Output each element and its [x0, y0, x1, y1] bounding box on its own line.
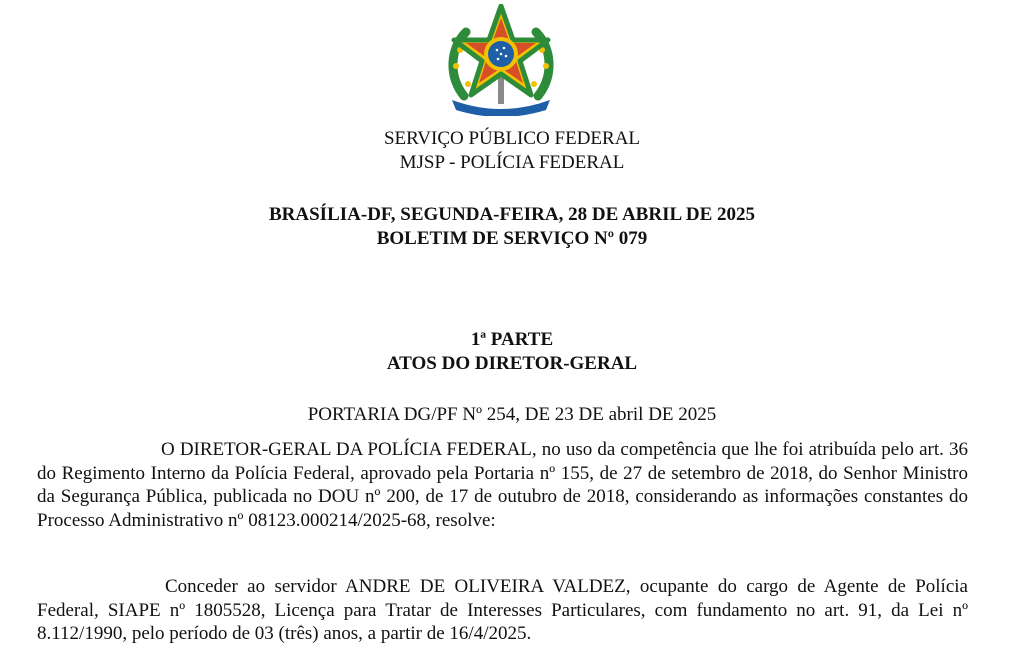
portaria-preamble: O DIRETOR-GERAL DA POLÍCIA FEDERAL, no uso da competência que lhe foi atribuída pelo art. 36 do Regimento Interno da Polícia Federal, aprovado pela Portaria nº 155, de 27 de setembro de 2018, do Senhor Ministro da Segurança Pública, publicada no DOU nº 200, de 17 de outubro de 2018, considerando as informações constantes do Processo Administrativo nº 08123.000214/2025-68, resolve: — [37, 439, 968, 531]
portaria-body: Conceder ao servidor ANDRE DE OLIVEIRA VALDEZ, ocupante do cargo de Agente de Polícia Federal, SIAPE nº 1805528, Licença para Tratar de Interesses Particulares, com fundamento no art. 91, da Lei nº 8.112/1990, pelo período de 03 (três) anos, a partir de 16/4/2025. — [37, 576, 968, 644]
header-service-line: SERVIÇO PÚBLICO FEDERAL — [383, 128, 641, 149]
bulletin-date-line: BRASÍLIA-DF, SEGUNDA-FEIRA, 28 DE ABRIL DE 2025 — [269, 204, 755, 225]
bulletin-number-line: BOLETIM DE SERVIÇO Nº 079 — [376, 228, 648, 249]
section-part: 1ª PARTE — [470, 329, 554, 350]
portaria-title: PORTARIA DG/PF Nº 254, DE 23 DE abril DE 2025 — [307, 404, 717, 425]
section-title: ATOS DO DIRETOR-GERAL — [386, 353, 638, 374]
brazil-coat-of-arms-icon — [442, 4, 560, 116]
header-agency-line: MJSP - POLÍCIA FEDERAL — [399, 152, 625, 173]
